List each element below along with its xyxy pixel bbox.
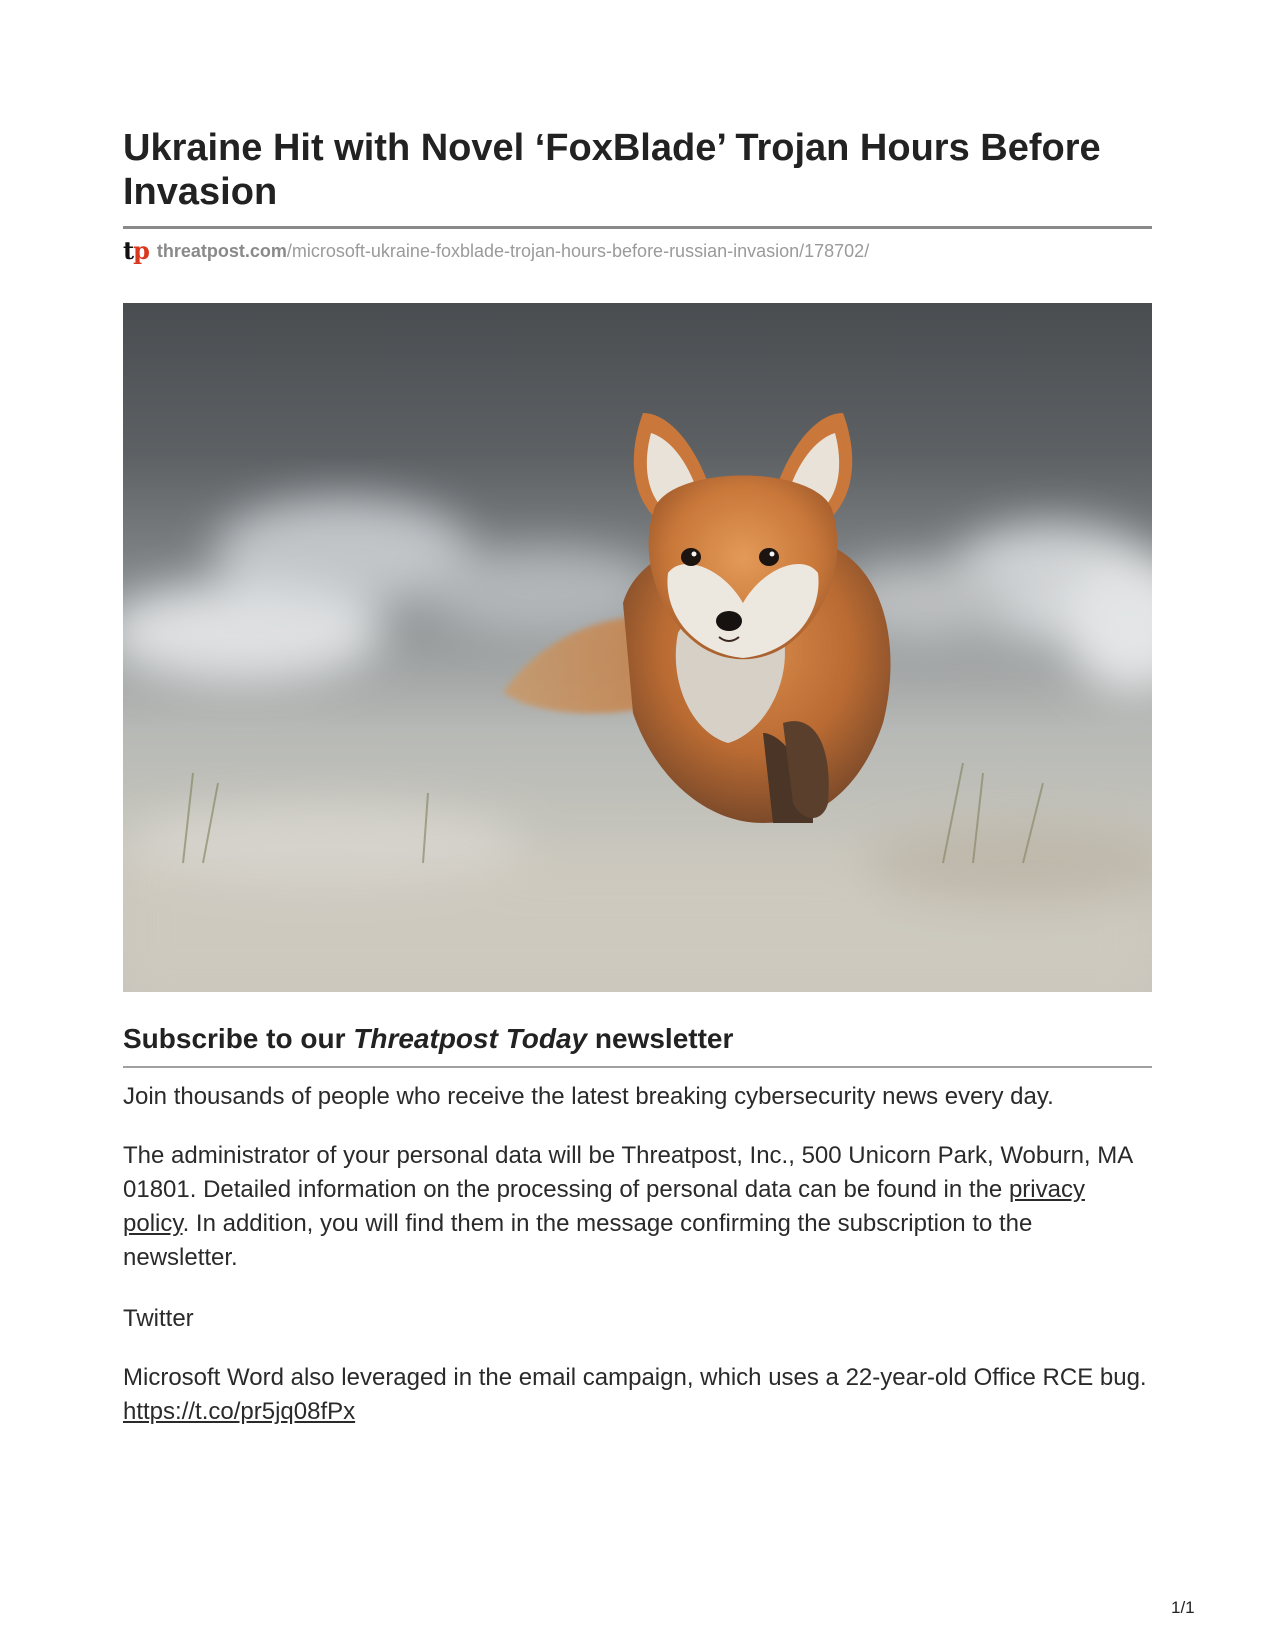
admin-text-after: . In addition, you will find them in the message confirming the subscription to the newsletter. (123, 1210, 1033, 1271)
logo-letter-p: p (133, 236, 149, 265)
newsletter-join-text: Join thousands of people who receive the latest breaking cybersecurity news every day. (123, 1083, 1054, 1110)
newsletter-divider (123, 1066, 1152, 1068)
privacy-policy-link[interactable]: privacy policy (123, 1176, 1085, 1237)
newsletter-admin-text (123, 1139, 1152, 1275)
logo-letter-t: t (123, 236, 134, 265)
source-domain[interactable]: threatpost.com (156, 240, 287, 261)
newsletter-heading-italic: Threatpost Today (353, 1023, 588, 1054)
title-divider (123, 226, 1152, 229)
fox-photo-icon (123, 303, 1152, 992)
tweet-text (123, 1361, 1152, 1429)
threatpost-logo-icon (123, 236, 149, 265)
twitter-label: Twitter (123, 1305, 194, 1332)
tweet-link[interactable]: https://t.co/pr5jq08fPx (123, 1398, 356, 1425)
source-line (123, 238, 869, 264)
newsletter-heading-prefix: Subscribe to our (123, 1023, 354, 1054)
newsletter-heading (123, 1022, 733, 1056)
page-number: 1/1 (1171, 1598, 1195, 1617)
newsletter-heading-suffix: newsletter (587, 1023, 734, 1054)
article-title: Ukraine Hit with Novel ‘FoxBlade’ Trojan Hours Before Invasion (123, 127, 1101, 213)
source-path[interactable]: /microsoft-ukraine-foxblade-trojan-hours-before-russian-invasion/178702/ (286, 240, 870, 261)
tweet-body: Microsoft Word also leveraged in the email campaign, which uses a 22-year-old Office RCE bug. (123, 1364, 1147, 1391)
admin-text-before: The administrator of your personal data will be Threatpost, Inc., 500 Unicorn Park, Woburn, MA 01801. Detailed information on the processing of personal data can be found in the (123, 1142, 1132, 1203)
